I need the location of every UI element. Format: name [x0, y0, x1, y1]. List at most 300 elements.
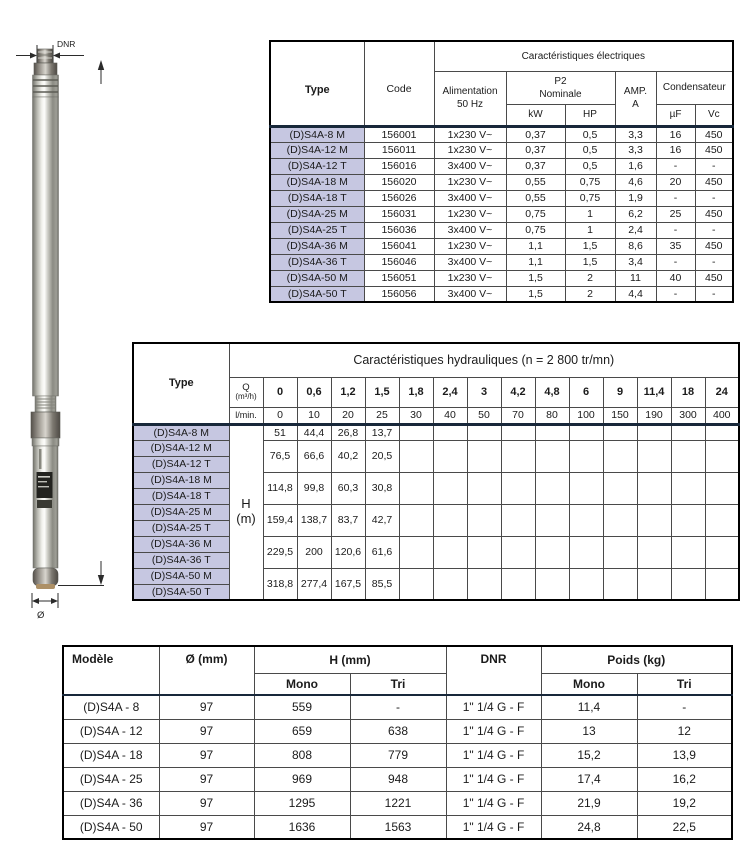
hy-empty-cell [569, 424, 603, 440]
hy-lmin-value: 80 [535, 407, 569, 424]
hy-lmin-value: 70 [501, 407, 535, 424]
dims-cell-p_mono: 24,8 [541, 815, 637, 839]
elec-cell-vc: - [695, 158, 733, 174]
elec-cell-hp: 1,5 [565, 238, 615, 254]
dims-cell-p_tri: 13,9 [637, 743, 732, 767]
hy-empty-cell [399, 424, 433, 440]
elec-cell-type: (D)S4A-25 M [270, 206, 364, 222]
hy-q-header-value: 2,4 [433, 377, 467, 407]
dims-cell-d: 97 [159, 767, 254, 791]
elec-row [270, 142, 733, 158]
hy-h-unit-label [229, 424, 263, 600]
elec-cell-amp: 2,4 [615, 222, 656, 238]
hy-type-cell: (D)S4A-50 T [133, 584, 229, 600]
elec-cell-alim: 1x230 V~ [434, 238, 506, 254]
dims-cell-h_tri: 779 [350, 743, 446, 767]
hy-h-value: 159,4 [263, 504, 297, 536]
diameter-symbol: Ø [37, 610, 45, 621]
dims-cell-d: 97 [159, 815, 254, 839]
hy-empty-cell [671, 568, 705, 600]
dims-cell-h_mono: 659 [254, 719, 350, 743]
dims-cell-d: 97 [159, 695, 254, 719]
hy-empty-cell [467, 472, 501, 504]
elec-cell-kw: 1,1 [506, 238, 565, 254]
elec-cell-vc: 450 [695, 174, 733, 190]
elec-cell-amp: 1,6 [615, 158, 656, 174]
elec-row [270, 126, 733, 142]
dims-row [63, 791, 732, 815]
hy-h-value: 20,5 [365, 440, 399, 472]
dims-cell-d: 97 [159, 719, 254, 743]
dims-header-poids-mono: Mono [541, 673, 637, 695]
dims-cell-dnr: 1" 1/4 G - F [446, 815, 541, 839]
hy-row [133, 504, 739, 520]
dims-cell-modele: (D)S4A - 8 [63, 695, 159, 719]
elec-cell-kw: 0,37 [506, 126, 565, 142]
hy-empty-cell [535, 568, 569, 600]
elec-cell-code: 156031 [364, 206, 434, 222]
elec-row [270, 158, 733, 174]
hy-empty-cell [637, 536, 671, 568]
elec-cell-hp: 0,75 [565, 174, 615, 190]
elec-cell-alim: 3x400 V~ [434, 222, 506, 238]
elec-header-alimentation [434, 71, 506, 126]
hy-empty-cell [569, 440, 603, 472]
hy-q-header-value: 11,4 [637, 377, 671, 407]
hy-empty-cell [501, 424, 535, 440]
elec-cell-type: (D)S4A-36 M [270, 238, 364, 254]
hy-empty-cell [433, 504, 467, 536]
elec-cell-kw: 1,5 [506, 270, 565, 286]
hy-empty-cell [569, 568, 603, 600]
dims-cell-d: 97 [159, 791, 254, 815]
hy-lmin-value: 50 [467, 407, 501, 424]
elec-cell-type: (D)S4A-8 M [270, 126, 364, 142]
elec-header-p2 [506, 71, 615, 104]
elec-cell-kw: 0,55 [506, 190, 565, 206]
hy-h-value: 30,8 [365, 472, 399, 504]
dims-row [63, 743, 732, 767]
hy-empty-cell [603, 504, 637, 536]
dims-cell-p_mono: 21,9 [541, 791, 637, 815]
hy-h-value: 44,4 [297, 424, 331, 440]
elec-row [270, 222, 733, 238]
hy-lmin-value: 20 [331, 407, 365, 424]
diameter-dimension [32, 593, 58, 608]
elec-cell-code: 156056 [364, 286, 434, 302]
elec-header-type: Type [270, 41, 364, 126]
elec-header-vc: Vc [695, 104, 733, 126]
elec-cell-vc: - [695, 286, 733, 302]
hy-h-value: 13,7 [365, 424, 399, 440]
elec-cell-kw: 0,75 [506, 206, 565, 222]
hy-empty-cell [399, 536, 433, 568]
elec-cell-type: (D)S4A-36 T [270, 254, 364, 270]
hy-q-header-value: 1,5 [365, 377, 399, 407]
hy-header-q-line2: (m³/h) [235, 391, 257, 401]
hy-type-cell: (D)S4A-18 M [133, 472, 229, 488]
dims-cell-h_tri: 948 [350, 767, 446, 791]
dims-cell-h_tri: - [350, 695, 446, 719]
dims-cell-p_tri: - [637, 695, 732, 719]
elec-cell-hp: 2 [565, 270, 615, 286]
elec-cell-amp: 8,6 [615, 238, 656, 254]
hy-lmin-value: 10 [297, 407, 331, 424]
hy-type-cell: (D)S4A-36 M [133, 536, 229, 552]
dims-header-diameter: Ø (mm) [159, 646, 254, 695]
hy-empty-cell [637, 568, 671, 600]
elec-row [270, 238, 733, 254]
hy-empty-cell [467, 568, 501, 600]
hy-h-value: 99,8 [297, 472, 331, 504]
hy-q-header-value: 9 [603, 377, 637, 407]
elec-cell-uf: - [656, 286, 695, 302]
dims-cell-p_mono: 15,2 [541, 743, 637, 767]
dims-cell-dnr: 1" 1/4 G - F [446, 791, 541, 815]
dims-cell-modele: (D)S4A - 12 [63, 719, 159, 743]
elec-cell-amp: 11 [615, 270, 656, 286]
dims-header-h: H (mm) [254, 646, 446, 673]
hy-q-header-value: 18 [671, 377, 705, 407]
elec-cell-amp: 3,3 [615, 142, 656, 158]
elec-cell-kw: 0,37 [506, 142, 565, 158]
hy-lmin-value: 190 [637, 407, 671, 424]
dims-row [63, 719, 732, 743]
elec-cell-type: (D)S4A-50 M [270, 270, 364, 286]
elec-cell-hp: 1,5 [565, 254, 615, 270]
hy-h-value: 42,7 [365, 504, 399, 536]
elec-header-alimentation-line1: Alimentation [442, 86, 498, 97]
hy-empty-cell [535, 440, 569, 472]
elec-cell-uf: - [656, 222, 695, 238]
elec-row [270, 174, 733, 190]
dims-cell-modele: (D)S4A - 50 [63, 815, 159, 839]
elec-cell-hp: 0,5 [565, 142, 615, 158]
elec-cell-alim: 1x230 V~ [434, 126, 506, 142]
hy-h-value: 76,5 [263, 440, 297, 472]
dims-header-modele: Modèle [63, 646, 159, 695]
hy-empty-cell [501, 472, 535, 504]
hy-lmin-value: 25 [365, 407, 399, 424]
hy-empty-cell [535, 472, 569, 504]
hy-empty-cell [603, 440, 637, 472]
hy-empty-cell [603, 568, 637, 600]
hy-type-cell: (D)S4A-12 M [133, 440, 229, 456]
dims-cell-modele: (D)S4A - 25 [63, 767, 159, 791]
hy-h-unit-line1: H [241, 496, 251, 512]
elec-cell-alim: 1x230 V~ [434, 206, 506, 222]
elec-header-uf: µF [656, 104, 695, 126]
hy-h-value: 120,6 [331, 536, 365, 568]
hy-empty-cell [433, 568, 467, 600]
hy-empty-cell [467, 424, 501, 440]
dims-cell-h_mono: 969 [254, 767, 350, 791]
hy-empty-cell [637, 424, 671, 440]
hy-h-value: 51 [263, 424, 297, 440]
elec-cell-uf: - [656, 158, 695, 174]
elec-cell-type: (D)S4A-12 T [270, 158, 364, 174]
hy-row [133, 536, 739, 552]
hy-empty-cell [399, 440, 433, 472]
hy-row [133, 568, 739, 584]
elec-cell-amp: 1,9 [615, 190, 656, 206]
elec-header-kw: kW [506, 104, 565, 126]
hy-h-value: 200 [297, 536, 331, 568]
hy-empty-cell [467, 504, 501, 536]
dims-row [63, 695, 732, 719]
elec-cell-hp: 2 [565, 286, 615, 302]
dims-header-poids-tri: Tri [637, 673, 732, 695]
hy-row [133, 424, 739, 440]
elec-cell-code: 156026 [364, 190, 434, 206]
hy-table-title: Caractéristiques hydrauliques (n = 2 800 tr/mn) [229, 343, 739, 377]
hy-empty-cell [671, 504, 705, 536]
hy-q-header-value: 0,6 [297, 377, 331, 407]
elec-cell-alim: 1x230 V~ [434, 142, 506, 158]
hy-h-value: 318,8 [263, 568, 297, 600]
dims-cell-h_tri: 638 [350, 719, 446, 743]
dims-header-poids: Poids (kg) [541, 646, 732, 673]
elec-cell-vc: - [695, 190, 733, 206]
hy-type-cell: (D)S4A-18 T [133, 488, 229, 504]
hy-h-value: 167,5 [331, 568, 365, 600]
hy-h-value: 277,4 [297, 568, 331, 600]
dims-cell-p_tri: 12 [637, 719, 732, 743]
elec-cell-hp: 0,5 [565, 126, 615, 142]
elec-cell-alim: 1x230 V~ [434, 174, 506, 190]
elec-cell-type: (D)S4A-25 T [270, 222, 364, 238]
elec-cell-amp: 6,2 [615, 206, 656, 222]
elec-cell-code: 156041 [364, 238, 434, 254]
elec-cell-uf: 16 [656, 142, 695, 158]
hy-h-value: 26,8 [331, 424, 365, 440]
hy-empty-cell [637, 504, 671, 536]
hy-type-cell: (D)S4A-25 T [133, 520, 229, 536]
hy-lmin-value: 400 [705, 407, 739, 424]
elec-header-condensateur: Condensateur [656, 71, 733, 104]
elec-cell-hp: 1 [565, 222, 615, 238]
hy-h-value: 138,7 [297, 504, 331, 536]
hy-empty-cell [603, 424, 637, 440]
dims-cell-dnr: 1" 1/4 G - F [446, 743, 541, 767]
elec-cell-type: (D)S4A-18 T [270, 190, 364, 206]
dims-cell-h_tri: 1221 [350, 791, 446, 815]
hydraulic-table [132, 342, 740, 601]
elec-cell-uf: 40 [656, 270, 695, 286]
dims-cell-modele: (D)S4A - 36 [63, 791, 159, 815]
hy-empty-cell [433, 424, 467, 440]
hy-type-cell: (D)S4A-8 M [133, 424, 229, 440]
elec-cell-kw: 0,55 [506, 174, 565, 190]
dims-cell-d: 97 [159, 743, 254, 767]
elec-cell-code: 156046 [364, 254, 434, 270]
elec-cell-type: (D)S4A-50 T [270, 286, 364, 302]
elec-table-title: Caractéristiques électriques [434, 41, 733, 71]
hy-h-value: 229,5 [263, 536, 297, 568]
elec-header-amp-line2: A [632, 99, 639, 110]
hy-row [133, 472, 739, 488]
hy-h-unit-line2: (m) [236, 511, 256, 527]
hy-row [133, 440, 739, 456]
elec-cell-vc: - [695, 254, 733, 270]
hy-type-cell: (D)S4A-36 T [133, 552, 229, 568]
hy-type-cell: (D)S4A-50 M [133, 568, 229, 584]
elec-row [270, 190, 733, 206]
hy-q-header-value: 1,2 [331, 377, 365, 407]
dimensions-table [62, 645, 733, 840]
hy-empty-cell [671, 472, 705, 504]
hy-type-cell: (D)S4A-12 T [133, 456, 229, 472]
elec-cell-vc: - [695, 222, 733, 238]
elec-cell-code: 156016 [364, 158, 434, 174]
hy-h-value: 83,7 [331, 504, 365, 536]
hy-empty-cell [705, 424, 739, 440]
elec-cell-code: 156001 [364, 126, 434, 142]
elec-row [270, 254, 733, 270]
hy-h-value: 85,5 [365, 568, 399, 600]
hy-empty-cell [705, 472, 739, 504]
hy-empty-cell [671, 424, 705, 440]
electrical-table [269, 40, 734, 303]
pump-photo [0, 0, 125, 640]
elec-cell-kw: 0,37 [506, 158, 565, 174]
height-dimension [58, 60, 104, 586]
hy-q-header-value: 4,8 [535, 377, 569, 407]
elec-cell-hp: 0,5 [565, 158, 615, 174]
elec-cell-code: 156051 [364, 270, 434, 286]
elec-cell-vc: 450 [695, 238, 733, 254]
hy-h-value: 114,8 [263, 472, 297, 504]
dims-cell-p_mono: 13 [541, 719, 637, 743]
hy-empty-cell [433, 536, 467, 568]
hy-empty-cell [467, 536, 501, 568]
hy-h-value: 61,6 [365, 536, 399, 568]
hy-empty-cell [569, 504, 603, 536]
elec-cell-uf: 35 [656, 238, 695, 254]
elec-cell-type: (D)S4A-12 M [270, 142, 364, 158]
elec-cell-amp: 3,4 [615, 254, 656, 270]
elec-cell-vc: 450 [695, 206, 733, 222]
elec-header-amp [615, 71, 656, 126]
hy-empty-cell [603, 536, 637, 568]
elec-cell-alim: 3x400 V~ [434, 254, 506, 270]
elec-cell-amp: 3,3 [615, 126, 656, 142]
elec-cell-code: 156011 [364, 142, 434, 158]
elec-header-alimentation-line2: 50 Hz [456, 99, 484, 110]
elec-cell-kw: 1,1 [506, 254, 565, 270]
elec-cell-type: (D)S4A-18 M [270, 174, 364, 190]
elec-cell-kw: 1,5 [506, 286, 565, 302]
hy-lmin-value: 150 [603, 407, 637, 424]
elec-header-p2-line1: P2 [554, 75, 567, 87]
hy-q-header-value: 1,8 [399, 377, 433, 407]
hy-empty-cell [501, 504, 535, 536]
hy-h-value: 60,3 [331, 472, 365, 504]
hy-empty-cell [705, 568, 739, 600]
hy-q-header-value: 0 [263, 377, 297, 407]
elec-cell-amp: 4,6 [615, 174, 656, 190]
elec-cell-alim: 3x400 V~ [434, 158, 506, 174]
pump-drawing [31, 49, 60, 589]
elec-header-hp: HP [565, 104, 615, 126]
hy-header-q-line1: Q [242, 381, 250, 393]
elec-cell-hp: 0,75 [565, 190, 615, 206]
elec-cell-kw: 0,75 [506, 222, 565, 238]
hy-empty-cell [501, 440, 535, 472]
elec-cell-uf: - [656, 254, 695, 270]
elec-cell-vc: 450 [695, 142, 733, 158]
hy-empty-cell [705, 504, 739, 536]
dims-cell-p_tri: 19,2 [637, 791, 732, 815]
dims-cell-h_tri: 1563 [350, 815, 446, 839]
dims-cell-h_mono: 559 [254, 695, 350, 719]
hy-type-cell: (D)S4A-25 M [133, 504, 229, 520]
hy-empty-cell [467, 440, 501, 472]
dnr-label: DNR [57, 39, 76, 49]
hy-empty-cell [569, 472, 603, 504]
elec-cell-uf: 20 [656, 174, 695, 190]
hy-empty-cell [671, 440, 705, 472]
dims-cell-h_mono: 1295 [254, 791, 350, 815]
hy-header-q [229, 377, 263, 407]
elec-cell-hp: 1 [565, 206, 615, 222]
elec-cell-alim: 3x400 V~ [434, 286, 506, 302]
hy-lmin-value: 30 [399, 407, 433, 424]
dims-cell-dnr: 1" 1/4 G - F [446, 719, 541, 743]
hy-empty-cell [705, 536, 739, 568]
elec-header-p2-line2: Nominale [539, 88, 582, 100]
dims-header-h-mono: Mono [254, 673, 350, 695]
hy-lmin-value: 0 [263, 407, 297, 424]
pump-nameplate [37, 472, 53, 498]
hy-lmin-value: 100 [569, 407, 603, 424]
hy-q-header-value: 3 [467, 377, 501, 407]
elec-cell-alim: 3x400 V~ [434, 190, 506, 206]
elec-cell-vc: 450 [695, 270, 733, 286]
dims-row [63, 815, 732, 839]
hy-empty-cell [535, 424, 569, 440]
hy-q-header-value: 24 [705, 377, 739, 407]
dims-cell-dnr: 1" 1/4 G - F [446, 767, 541, 791]
hy-empty-cell [501, 536, 535, 568]
hy-empty-cell [433, 472, 467, 504]
hy-empty-cell [399, 472, 433, 504]
elec-cell-code: 156020 [364, 174, 434, 190]
hy-lmin-value: 40 [433, 407, 467, 424]
hy-empty-cell [637, 472, 671, 504]
hy-empty-cell [399, 568, 433, 600]
hy-q-header-value: 4,2 [501, 377, 535, 407]
dims-cell-modele: (D)S4A - 18 [63, 743, 159, 767]
elec-row [270, 270, 733, 286]
hy-empty-cell [671, 536, 705, 568]
dims-header-dnr: DNR [446, 646, 541, 695]
elec-cell-uf: 25 [656, 206, 695, 222]
elec-cell-vc: 450 [695, 126, 733, 142]
hy-empty-cell [399, 504, 433, 536]
hy-empty-cell [535, 536, 569, 568]
elec-cell-uf: 16 [656, 126, 695, 142]
hy-empty-cell [637, 440, 671, 472]
elec-row [270, 206, 733, 222]
pump-figure [0, 0, 125, 640]
hy-empty-cell [569, 536, 603, 568]
dims-cell-p_mono: 11,4 [541, 695, 637, 719]
dims-cell-dnr: 1" 1/4 G - F [446, 695, 541, 719]
elec-header-code: Code [364, 41, 434, 126]
dims-cell-p_mono: 17,4 [541, 767, 637, 791]
dims-cell-h_mono: 1636 [254, 815, 350, 839]
